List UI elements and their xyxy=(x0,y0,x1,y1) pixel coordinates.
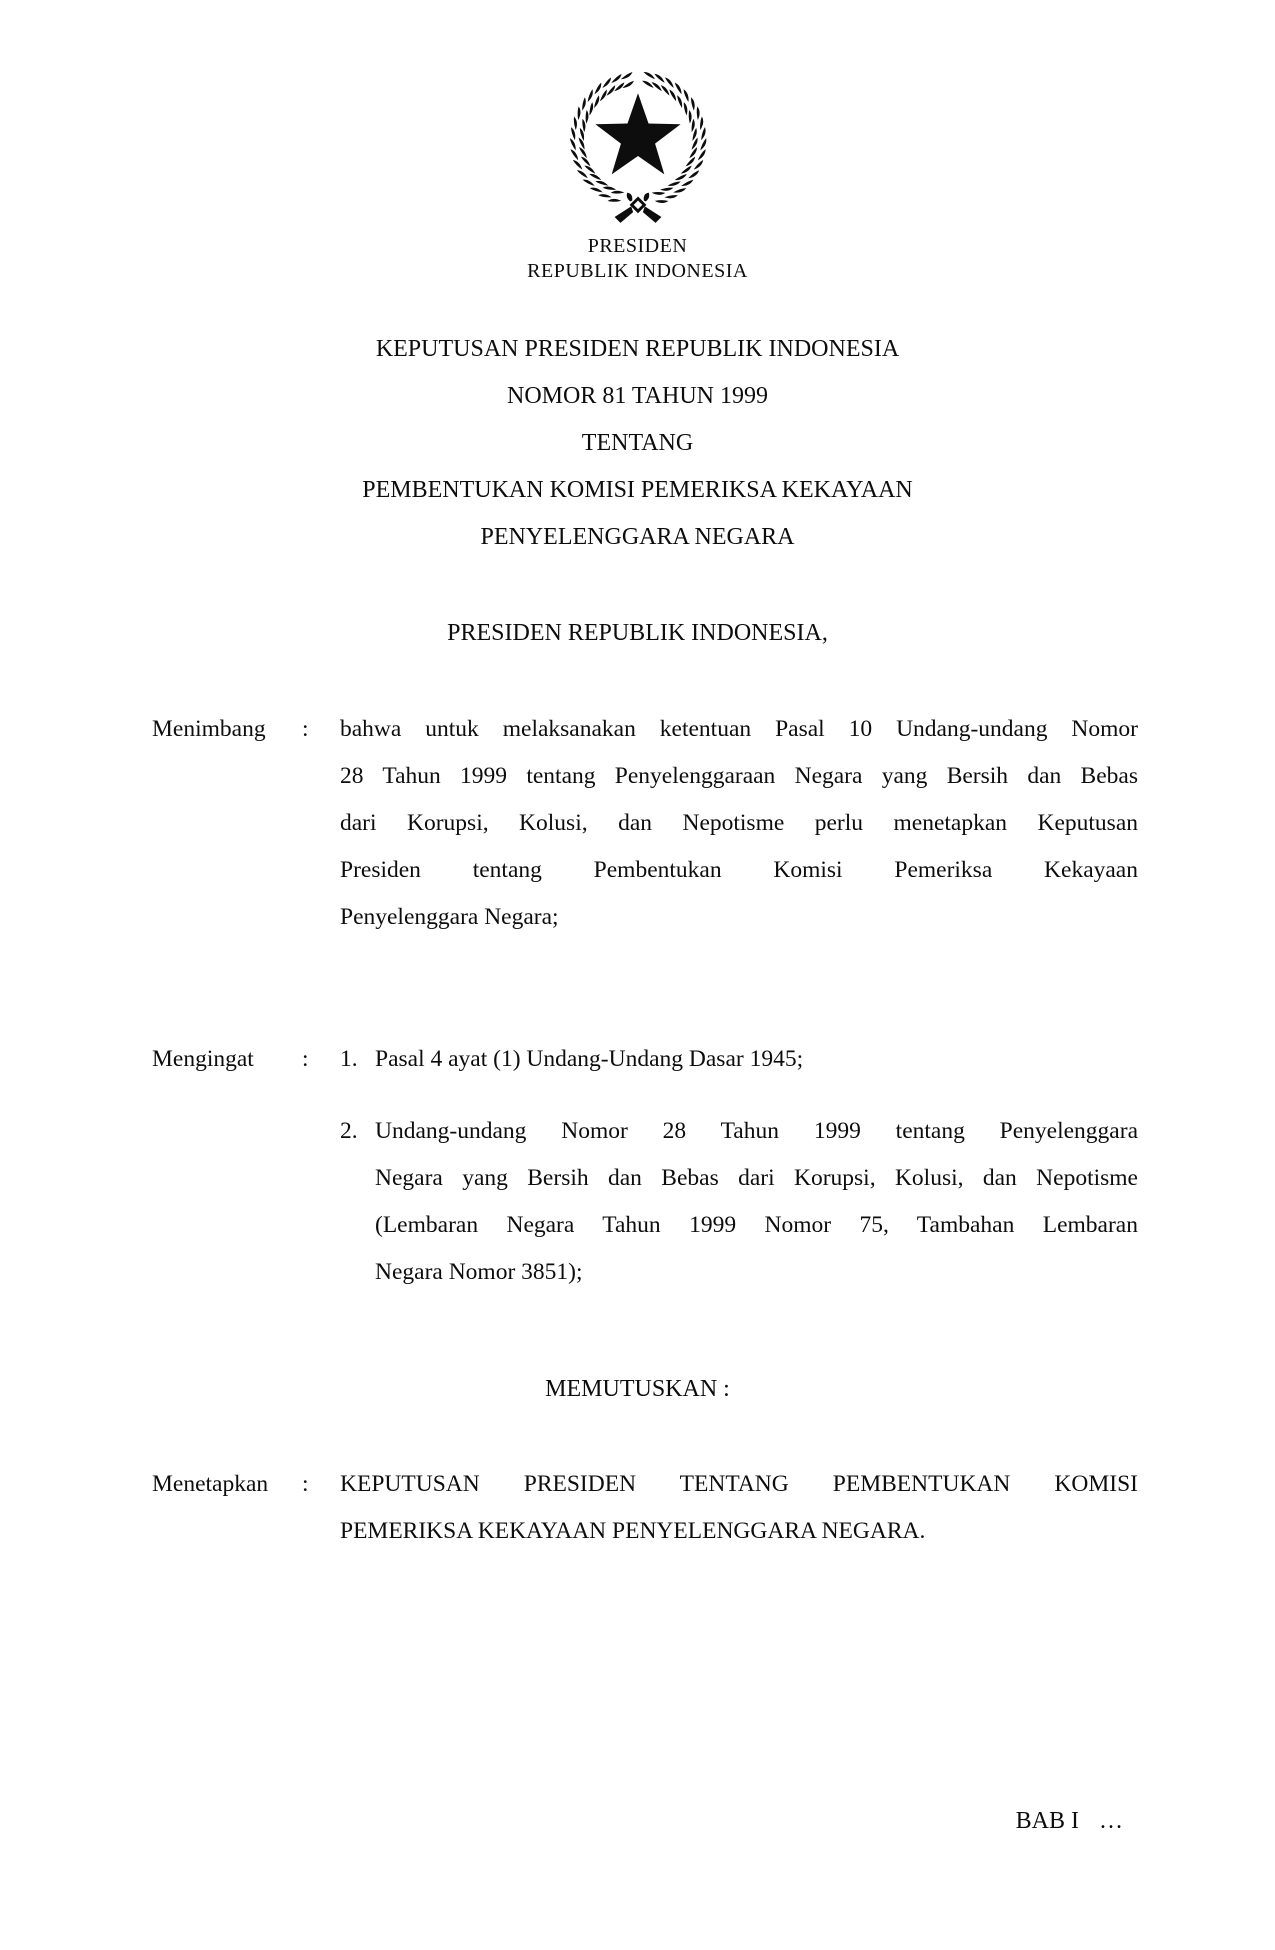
list-item-text xyxy=(375,1108,1138,1296)
letterhead-presiden: PRESIDEN xyxy=(587,235,688,257)
star-icon xyxy=(595,93,680,174)
text-line: Negara yang Bersih dan Bebas dari Korupsi, Kolusi, dan Nepotisme xyxy=(375,1165,1138,1191)
decree-title xyxy=(0,326,1275,561)
title-line-1: KEPUTUSAN PRESIDEN REPUBLIK INDONESIA xyxy=(375,336,900,362)
clause-menetapkan-label: Menetapkan xyxy=(152,1471,269,1497)
list-item-text xyxy=(375,1036,1138,1083)
list-item-number: 1. xyxy=(340,1046,358,1072)
clause-menimbang-label: Menimbang xyxy=(152,716,266,742)
title-line-5: PENYELENGGARA NEGARA xyxy=(480,524,795,550)
list-item-number: 2. xyxy=(340,1118,358,1144)
decree-heading: MEMUTUSKAN : xyxy=(545,1376,730,1402)
clause-menetapkan-colon: : xyxy=(302,1471,309,1497)
text-line: bahwa untuk melaksanakan ketentuan Pasal 10 Undang-undang Nomor xyxy=(340,716,1138,742)
presidential-seal xyxy=(560,58,716,224)
clause-menimbang-colon: : xyxy=(302,716,309,742)
clause-menetapkan-text xyxy=(340,1461,1138,1555)
text-line: KEPUTUSAN PRESIDEN TENTANG PEMBENTUKAN KOMISI xyxy=(340,1471,1138,1497)
page-continuation xyxy=(1016,1798,1123,1845)
text-line: PEMERIKSA KEKAYAAN PENYELENGGARA NEGARA. xyxy=(340,1518,926,1544)
title-line-2: NOMOR 81 TAHUN 1999 xyxy=(507,383,768,409)
text-line: Pasal 4 ayat (1) Undang-Undang Dasar 1945; xyxy=(375,1046,804,1072)
title-line-3: TENTANG xyxy=(581,430,694,456)
title-line-4: PEMBENTUKAN KOMISI PEMERIKSA KEKAYAAN xyxy=(362,477,913,503)
text-line: Negara Nomor 3851); xyxy=(375,1259,583,1285)
clause-mengingat-colon: : xyxy=(302,1046,309,1072)
ribbon-icon xyxy=(614,193,661,223)
clause-menimbang-text xyxy=(340,706,1138,941)
salutation: PRESIDEN REPUBLIK INDONESIA, xyxy=(447,620,828,646)
clause-mengingat-label: Mengingat xyxy=(152,1046,254,1072)
continuation-ellipsis: … xyxy=(1099,1808,1123,1834)
text-line: 28 Tahun 1999 tentang Penyelenggaraan Negara yang Bersih dan Bebas xyxy=(340,763,1138,789)
continuation-label: BAB I xyxy=(1015,1808,1079,1834)
text-line: Presiden tentang Pembentukan Komisi Pemeriksa Kekayaan xyxy=(340,857,1138,883)
text-line: Penyelenggara Negara; xyxy=(340,904,559,930)
text-line: dari Korupsi, Kolusi, dan Nepotisme perlu menetapkan Keputusan xyxy=(340,810,1138,836)
text-line: (Lembaran Negara Tahun 1999 Nomor 75, Tambahan Lembaran xyxy=(375,1212,1138,1238)
letterhead xyxy=(0,234,1275,284)
letterhead-republik-indonesia: REPUBLIK INDONESIA xyxy=(527,260,748,282)
text-line: Undang-undang Nomor 28 Tahun 1999 tentang Penyelenggara xyxy=(375,1118,1138,1144)
